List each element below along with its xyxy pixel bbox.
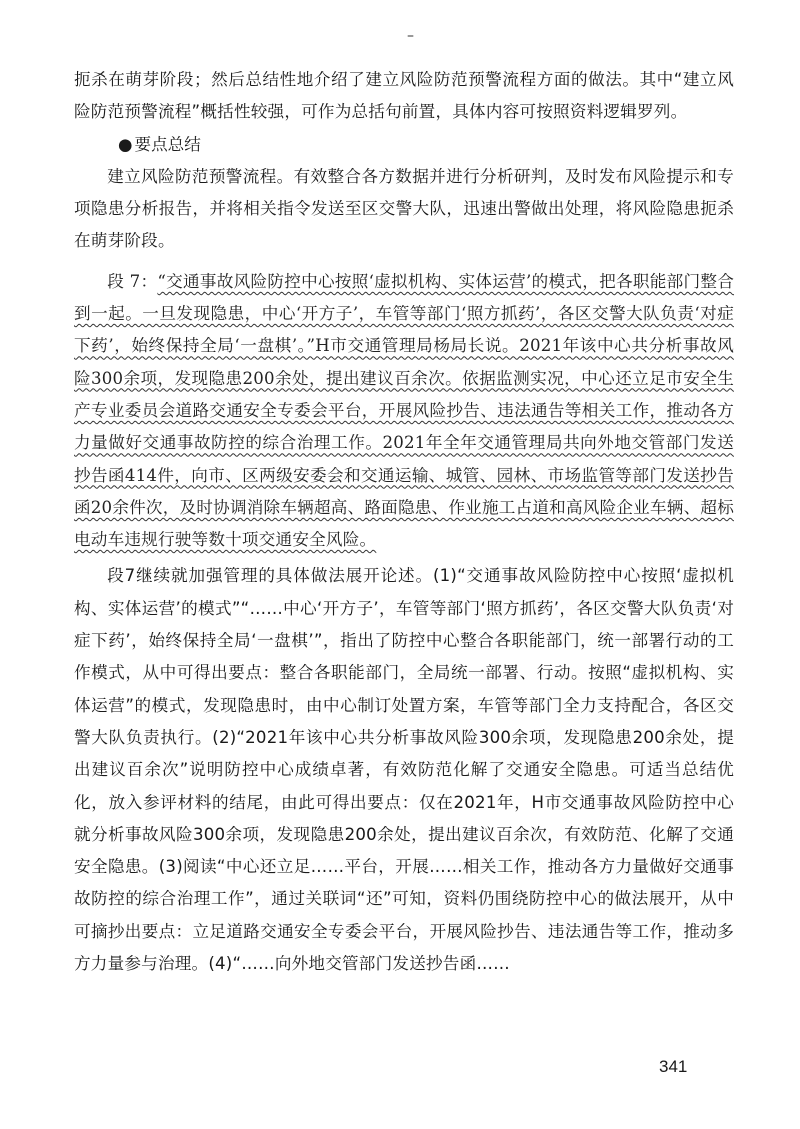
analysis-paragraph: 段7继续就加强管理的具体做法展开论述。(1)“交通事故风险防控中心按照‘虚拟机构、实体运营’的模式”“……中心‘开方子’，车管等部门‘照方抓药’，各区交警大队负责‘对症下药’，始终保持全局‘一盘棋’”，指出了防控中心整合各职能部门，统一部署行动的工作模式，从中可得出要点：整合各职能部门，全局统一部署、行动。按照“虚拟机构、实体运营”的模式，发现隐患时，由中心制订处置方案，车管等部门全力支持配合，各区交警大队负责执行。(2)“2021年该中心共分析事故风险300余项，发现隐患200余处，提出建议百余次”说明防控中心成绩卓著，有效防范化解了交通安全隐患。可适当总结优化，放入参评材料的结尾，由此可得出要点：仅在2021年，H市交通事故风险防控中心就分析事故风险300余项，发现隐患200余处，提出建议百余次，有效防范、化解了交通安全隐患。(3)阅读“中心还立足……平台，开展……相关工作，推动各方力量做好交通事故防控的综合治理工作”，通过关联词“还”可知，资料仍围绕防控中心的做法展开，从中可摘抄出要点：立足道路交通安全专委会平台，开展风险抄告、违法通告等工作，推动多方力量参与治理。(4)“……向外地交管部门发送抄告函…… [74,566,734,974]
page-content [74,64,734,980]
header-mark: – [407,28,414,44]
page-number: 341 [659,1057,688,1076]
quote-text: “交通事故风险防控中心按照‘虚拟机构、实体运营’的模式，把各职能部门整合到一起。一旦发现隐患，中心‘开方子’，车管等部门‘照方抓药’，各区交警大队负责‘对症下药’，始终保持全局‘一盘棋’。”H市交通管理局杨局长说。2021年该中心共分析事故风险300余项，发现隐患200余处，提出建议百余次。依据监测实况，中心还立足市安全生产专业委员会道路交通安全专委会平台，开展风险抄告、违法通告等相关工作，推动各方力量做好交通事故防控的综合治理工作。2021年全年交通管理局共向外地交管部门发送抄告函414件，向市、区两级安委会和交通运输、城管、园林、市场监管等部门发送抄告函20余件次，及时协调消除车辆超高、路面隐患、作业施工占道和高风险企业车辆、超标电动车违规行驶等数十项交通安全风险。 [74,271,735,550]
section-heading-text: 要点总结 [134,134,201,154]
summary-paragraph: 建立风险防范预警流程。有效整合各方数据并进行分析研判，及时发布风险提示和专项隐患分析报告，并将相关指令发送至区交警大队，迅速出警做出处理，将风险隐患扼杀在萌芽阶段。 [74,166,734,251]
quote-label: 段 7： [107,271,158,291]
quoted-material-paragraph [74,266,734,557]
bullet-icon: ● [118,134,133,154]
intro-paragraph: 扼杀在萌芽阶段；然后总结性地介绍了建立风险防范预警流程方面的做法。其中“建立风险防范预警流程”概括性较强，可作为总括句前置，具体内容可按照资料逻辑罗列。 [74,70,734,122]
section-heading [74,129,734,161]
